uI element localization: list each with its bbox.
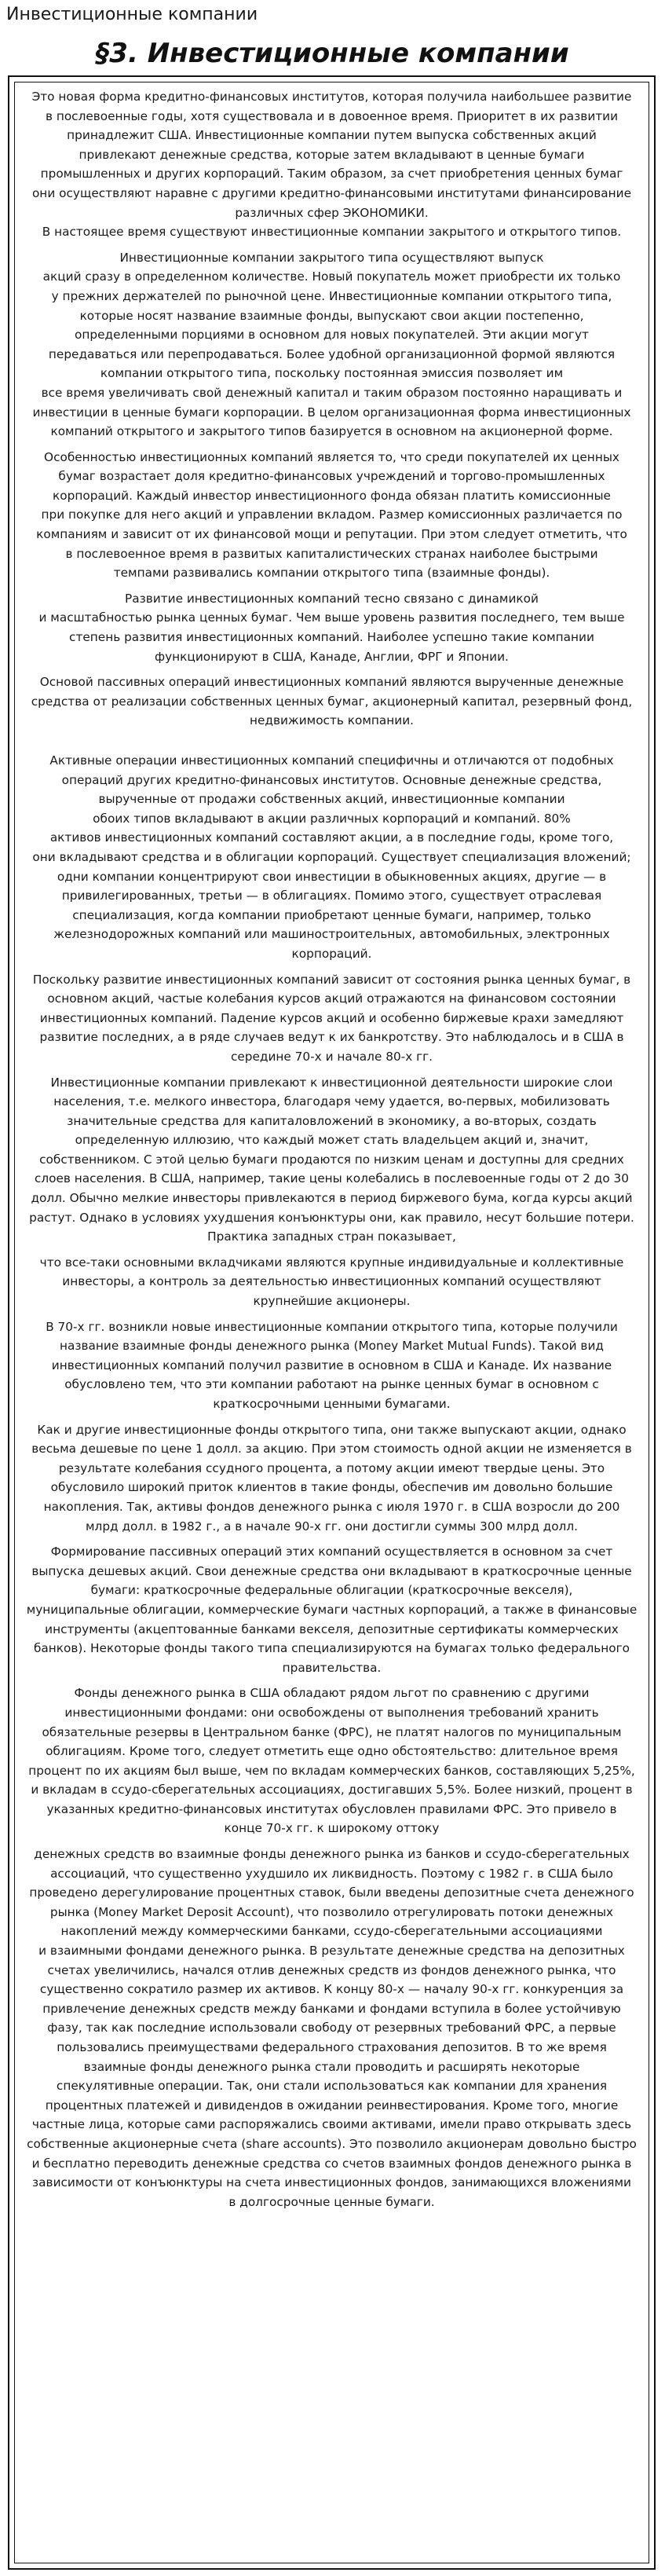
paragraph-small-investors: Инвестиционные компании привлекают к инвестиционной деятельности широкие слои населения, т.е. мелкого инвестора, благодаря чему удается, во-первых, мобилизовать значительные средства для капиталовложений в экономику, а во-вторых, создать определенную иллюзию, что каждый может стать владельцем акций и, значит, собственником. С этой целью бумаги продаются по низким ценам и доступны для средних слоев населения. В США, например, такие цены колебались в послевоенные годы от 2 до 30 долл. Обычно мелкие инвесторы привлекаются в период биржевого бума, когда курсы акций растут. Однако в условиях ухудшения конъюнктуры они, как правило, несут большие потери. Практика западных стран показывает,	[29, 1075, 634, 1244]
article-frame	[8, 75, 656, 2570]
paragraph-active-operations: Активные операции инвестиционных компаний специфичны и отличаются от подобных операций других кредитно-финансовых институтов. Основные денежные средства, вырученные от продажи собственных акций, инвестиционные компании обоих типов вкладывают в акции различных корпораций и компаний. 80% активов инвестиционных компаний составляют акции, а в последние годы, кроме того, они вкладывают средства и в облигации корпораций. Существует специализация вложений; одни компании концентрируют свои инвестиции в обыкновенных акциях, другие — в привилегированных, третьи — в облигациях. Помимо этого, существует отраслевая специализация, когда компании приобретают ценные бумаги, например, только железнодорожных компаний или машиностроительных, автомобильных, электронных корпораций.	[32, 753, 631, 961]
paragraph-closed-open-types: Инвестиционные компании закрытого типа осуществляют выпуск акций сразу в определенном количестве. Новый покупатель может приобрести их только у прежних держателей по рыночной цене. Инвестиционные компании открытого типа, которые носят название взаимные фонды, выпускают свои акции постепенно, определенными порциями в основном для новых покупателей. Эти акции могут передаваться или перепродаваться. Более удобной организационной формой являются компании открытого типа, поскольку постоянная эмиссия позволяет им все время увеличивать свой денежный капитал и таким образом постоянно наращивать и инвестиции в ценные бумаги корпорации. В целом организационная форма инвестиционных компаний открытого и закрытого типов базируется в основном на акционерной форме.	[32, 250, 631, 439]
paragraph-features: Особенностью инвестиционных компаний является то, что среди покупателей их ценных бумаг возрастает доля кредитно-финансовых учреждений и торгово-промышленных корпораций. Каждый инвестор инвестиционного фонда обязан платить комиссионные при покупке для него акций и управлении вкладом. Размер комиссионных различается по компаниям и зависит от их финансовой мощи и репутации. При этом следует отметить, что в послевоенное время в развитых капиталистических странах наиболее быстрыми темпами развивались компании открытого типа (взаимные фонды).	[36, 449, 627, 581]
paragraph-mmf-privileges: Фонды денежного рынка в США обладают рядом льгот по сравнению с другими инвестиционными фондами: они освобождены от выполнения требований хранить обязательные резервы в Центральном банке (ФРС), не платят налогов по муниципальным облигациям. Кроме того, следует отметить еще одно обстоятельство: длительное время процент по их акциям был выше, чем по вкладам коммерческих банков, составляющих 5,25%, и вкладам в ссудо-сберегательных ассоциациях, достигавших 5,5%. Более низкий, процент в указанных кредитно-финансовых институтах обусловлен правилами ФРС. Это привело в конце 70-х гг. к широкому оттоку	[28, 1686, 635, 1836]
paragraph-market-dependence: Поскольку развитие инвестиционных компаний зависит от состояния рынка ценных бумаг, в основном акций, частые колебания курсов акций отражаются на финансовом состоянии инвестиционных компаний. Падение курсов акций и особенно биржевые крахи замедляют развитие последних, а в ряде случаев ведут к их банкротству. Это наблюдалось и в США в середине 70-х и начале 80-х гг.	[32, 972, 631, 1064]
paragraph-money-market-funds: В 70-х гг. возникли новые инвестиционные компании открытого типа, которые получили название взаимные фонды денежного рынка (Money Market Mutual Funds). Такой вид инвестиционных компаний получил развитие в основном в США и Канаде. Их название обусловлено тем, что эти компании работают на рынке ценных бумаг в основном с краткосрочными ценными бумагами.	[46, 1319, 618, 1411]
paragraph-share-price: Как и другие инвестиционные фонды открытого типа, они также выпускают акции, однако весьма дешевые по цене 1 долл. за акцию. При этом стоимость одной акции не изменяется в результате колебания ссудного процента, а потому акции имеют твердые цены. Это обусловило широкий приток клиентов в такие фонды, обеспечив им довольно большие накопления. Так, активы фондов денежного рынка с июля 1970 г. в США возросли до 200 млрд долл. в 1982 г., а в начале 90-х гг. они достигли суммы 300 млрд долл.	[31, 1422, 632, 1534]
paragraph-mmf-passive-operations: Формирование пассивных операций этих компаний осуществляется в основном за счет выпуска дешевых акций. Свои денежные средства они вкладывают в краткосрочные ценные бумаги: краткосрочные федеральные облигации (краткосрочные векселя), муниципальные облигации, коммерческие бумаги частных корпораций, а также в финансовые инструменты (акцептованные банками векселя, депозитные сертификаты коммерческих банков). Некоторые фонды такого типа специализируются на бумагах только федерального правительства.	[26, 1545, 638, 1675]
paragraph-major-investors: что все-таки основными вкладчиками являются крупные индивидуальные и коллективные инвесторы, а контроль за деятельностью инвестиционных компаний осуществляют крупнейшие акционеры.	[39, 1255, 624, 1309]
section-heading: §3. Инвестиционные компании	[96, 38, 569, 69]
paragraph-intro: Это новая форма кредитно-финансовых институтов, которая получила наибольшее развитие в послевоенные годы, хотя существовала и в довоенное время. Приоритет в их развитии принадлежит США. Инвестиционные компании путем выпуска собственных акций привлекают денежные средства, которые затем вкладывают в ценные бумаги промышленных и других корпораций. Таким образом, за счет приобретения ценных бумаг они осуществляют наравне с другими кредитно-финансовыми институтами финансирование различных сфер ЭКОНОМИКИ. В настоящее время существуют инвестиционные компании закрытого и открытого типов.	[31, 90, 632, 240]
paragraph-deregulation: денежных средств во взаимные фонды денежного рынка из банков и ссудо-сберегательных ассоциаций, что существенно ухудшило их ликвидность. Поэтому с 1982 г. в США было проведено дерегулирование процентных ставок, были введены депозитные счета денежного рынка (Money Market Deposit Account), что позволило отрегулировать потоки денежных накоплений между коммерческими банками, ссудо-сберегательными ассоциациями и взаимными фондами денежного рынка. В результате денежные средства на депозитных счетах увеличились, начался отлив денежных средств из фондов денежного рынка, что существенно сократило размер их активов. К концу 80-х — началу 90-х гг. конкуренция за привлечение денежных средств между банками и фондами вступила в более устойчивую фазу, так как последние использовали свободу от резервных требований ФРС, а первые пользовались преимуществами федерального страхования депозитов. В то же время взаимные фонды денежного рынка стали проводить и расширять некоторые спекулятивные операции. Так, они стали использоваться как компании для хранения процентных платежей и дивидендов в ожидании реинвестирования. Кроме того, многие частные лица, которые сами распоряжались своими активами, имели право открывать здесь собственные акционерные счета (share accounts). Это позволило акционерам довольно быстро и бесплатно переводить денежные средства со счетов взаимных фондов денежного рынка в зависимости от конъюнктуры на счета инвестиционных фондов, занимающихся вложениями в долгосрочные ценные бумаги.	[27, 1847, 637, 2209]
page-title: Инвестиционные компании	[6, 5, 258, 24]
article-body	[14, 82, 649, 2563]
paragraph-development: Развитие инвестиционных компаний тесно связано с динамикой и масштабностью рынка ценных бумаг. Чем выше уровень развития последнего, тем выше степень развития инвестиционных компаний. Наиболее успешно такие компании функционируют в США, Канаде, Англии, ФРГ и Японии.	[38, 591, 625, 664]
paragraph-passive-operations: Основой пассивных операций инвестиционных компаний являются вырученные денежные средства от реализации собственных ценных бумаг, акционерный капитал, резервный фонд, недвижимость компании.	[31, 675, 633, 728]
